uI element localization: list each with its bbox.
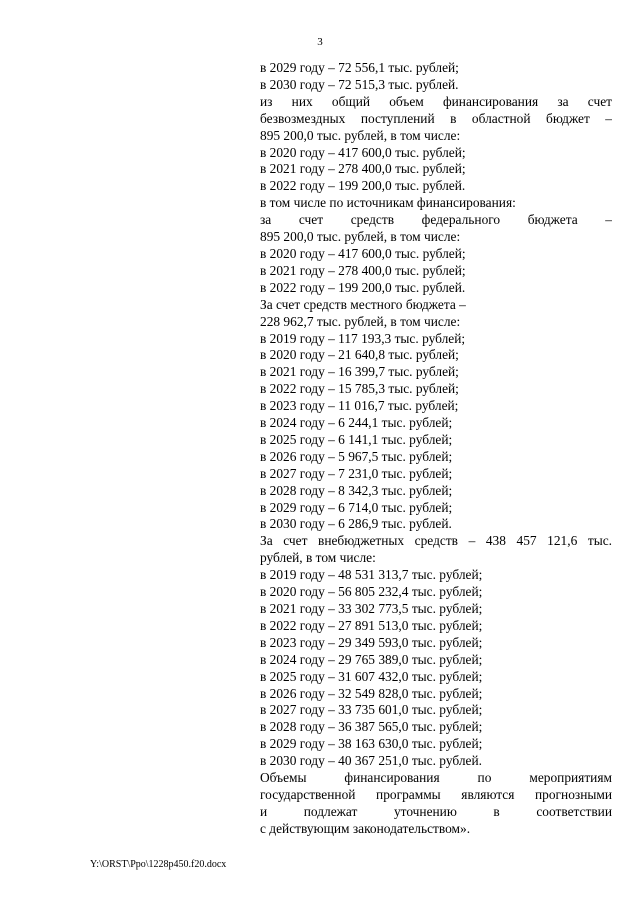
text-line: Объемы финансирования по мероприятиям	[260, 770, 612, 786]
text-line: в 2028 году – 8 342,3 тыс. рублей;	[260, 482, 453, 498]
text-line: в 2029 году – 38 163 630,0 тыс. рублей;	[260, 736, 483, 752]
text-line: в 2022 году – 27 891 513,0 тыс. рублей;	[260, 617, 483, 633]
text-line: в 2023 году – 29 349 593,0 тыс. рублей;	[260, 634, 483, 650]
text-line: в 2024 году – 6 244,1 тыс. рублей;	[260, 415, 453, 431]
text-line: в 2029 году – 6 714,0 тыс. рублей;	[260, 499, 453, 515]
text-line: за счет средств федерального бюджета –	[260, 212, 612, 228]
text-line: За счет средств местного бюджета –	[260, 296, 466, 312]
text-line: рублей, в том числе:	[260, 550, 376, 566]
text-line: в 2021 году – 16 399,7 тыс. рублей;	[260, 364, 459, 380]
file-path-footer: Y:\ORST\Ppo\1228p450.f20.docx	[90, 859, 227, 870]
text-line: государственной программы являются прогнозными	[260, 786, 612, 802]
text-line: 228 962,7 тыс. рублей, в том числе:	[260, 313, 461, 329]
text-line: в 2025 году – 31 607 432,0 тыс. рублей;	[260, 668, 483, 684]
text-line: в 2021 году – 278 400,0 тыс. рублей;	[260, 161, 466, 177]
text-line: в 2027 году – 7 231,0 тыс. рублей;	[260, 465, 453, 481]
text-line: в 2020 году – 56 805 232,4 тыс. рублей;	[260, 584, 483, 600]
text-line: в 2024 году – 29 765 389,0 тыс. рублей;	[260, 651, 483, 667]
text-line: в 2022 году – 15 785,3 тыс. рублей;	[260, 381, 459, 397]
text-line: 895 200,0 тыс. рублей, в том числе:	[260, 229, 461, 245]
text-line: в 2021 году – 33 302 773,5 тыс. рублей;	[260, 601, 483, 616]
text-line: в 2025 году – 6 141,1 тыс. рублей;	[260, 431, 453, 447]
text-line: в 2028 году – 36 387 565,0 тыс. рублей;	[260, 719, 483, 735]
text-line: в 2019 году – 48 531 313,7 тыс. рублей;	[260, 567, 483, 583]
text-line: в 2023 году – 11 016,7 тыс. рублей;	[260, 398, 459, 414]
text-line: За счет внебюджетных средств – 438 457 121,6 тыс.	[260, 533, 612, 549]
text-line: в том числе по источникам финансирования:	[260, 195, 516, 211]
text-line: в 2020 году – 21 640,8 тыс. рублей;	[260, 347, 459, 363]
page-number: 3	[317, 36, 323, 48]
text-line: из них общий объем финансирования за счет	[260, 93, 612, 109]
text-line: в 2026 году – 5 967,5 тыс. рублей;	[260, 448, 453, 464]
text-line: в 2027 году – 33 735 601,0 тыс. рублей;	[260, 702, 483, 718]
text-line: в 2022 году – 199 200,0 тыс. рублей.	[260, 279, 466, 295]
text-line: 895 200,0 тыс. рублей, в том числе:	[260, 127, 461, 143]
text-line: в 2019 году – 117 193,3 тыс. рублей;	[260, 330, 466, 346]
text-line: в 2030 году – 40 367 251,0 тыс. рублей.	[260, 753, 482, 769]
document-body	[260, 60, 612, 838]
text-line: в 2030 году – 6 286,9 тыс. рублей.	[260, 516, 452, 532]
text-line: с действующим законодательством».	[260, 820, 471, 836]
text-line: в 2020 году – 417 600,0 тыс. рублей;	[260, 144, 466, 160]
text-line: безвозмездных поступлений в областной бюджет –	[260, 110, 612, 126]
text-line: в 2030 году – 72 515,3 тыс. рублей.	[260, 76, 459, 92]
text-line: в 2021 году – 278 400,0 тыс. рублей;	[260, 262, 466, 278]
text-line: в 2022 году – 199 200,0 тыс. рублей.	[260, 178, 466, 194]
text-line: в 2020 году – 417 600,0 тыс. рублей;	[260, 245, 466, 261]
text-line: в 2026 году – 32 549 828,0 тыс. рублей;	[260, 685, 483, 701]
text-line: в 2029 году – 72 556,1 тыс. рублей;	[260, 60, 459, 75]
text-line: и подлежат уточнению в соответствии	[260, 803, 612, 819]
